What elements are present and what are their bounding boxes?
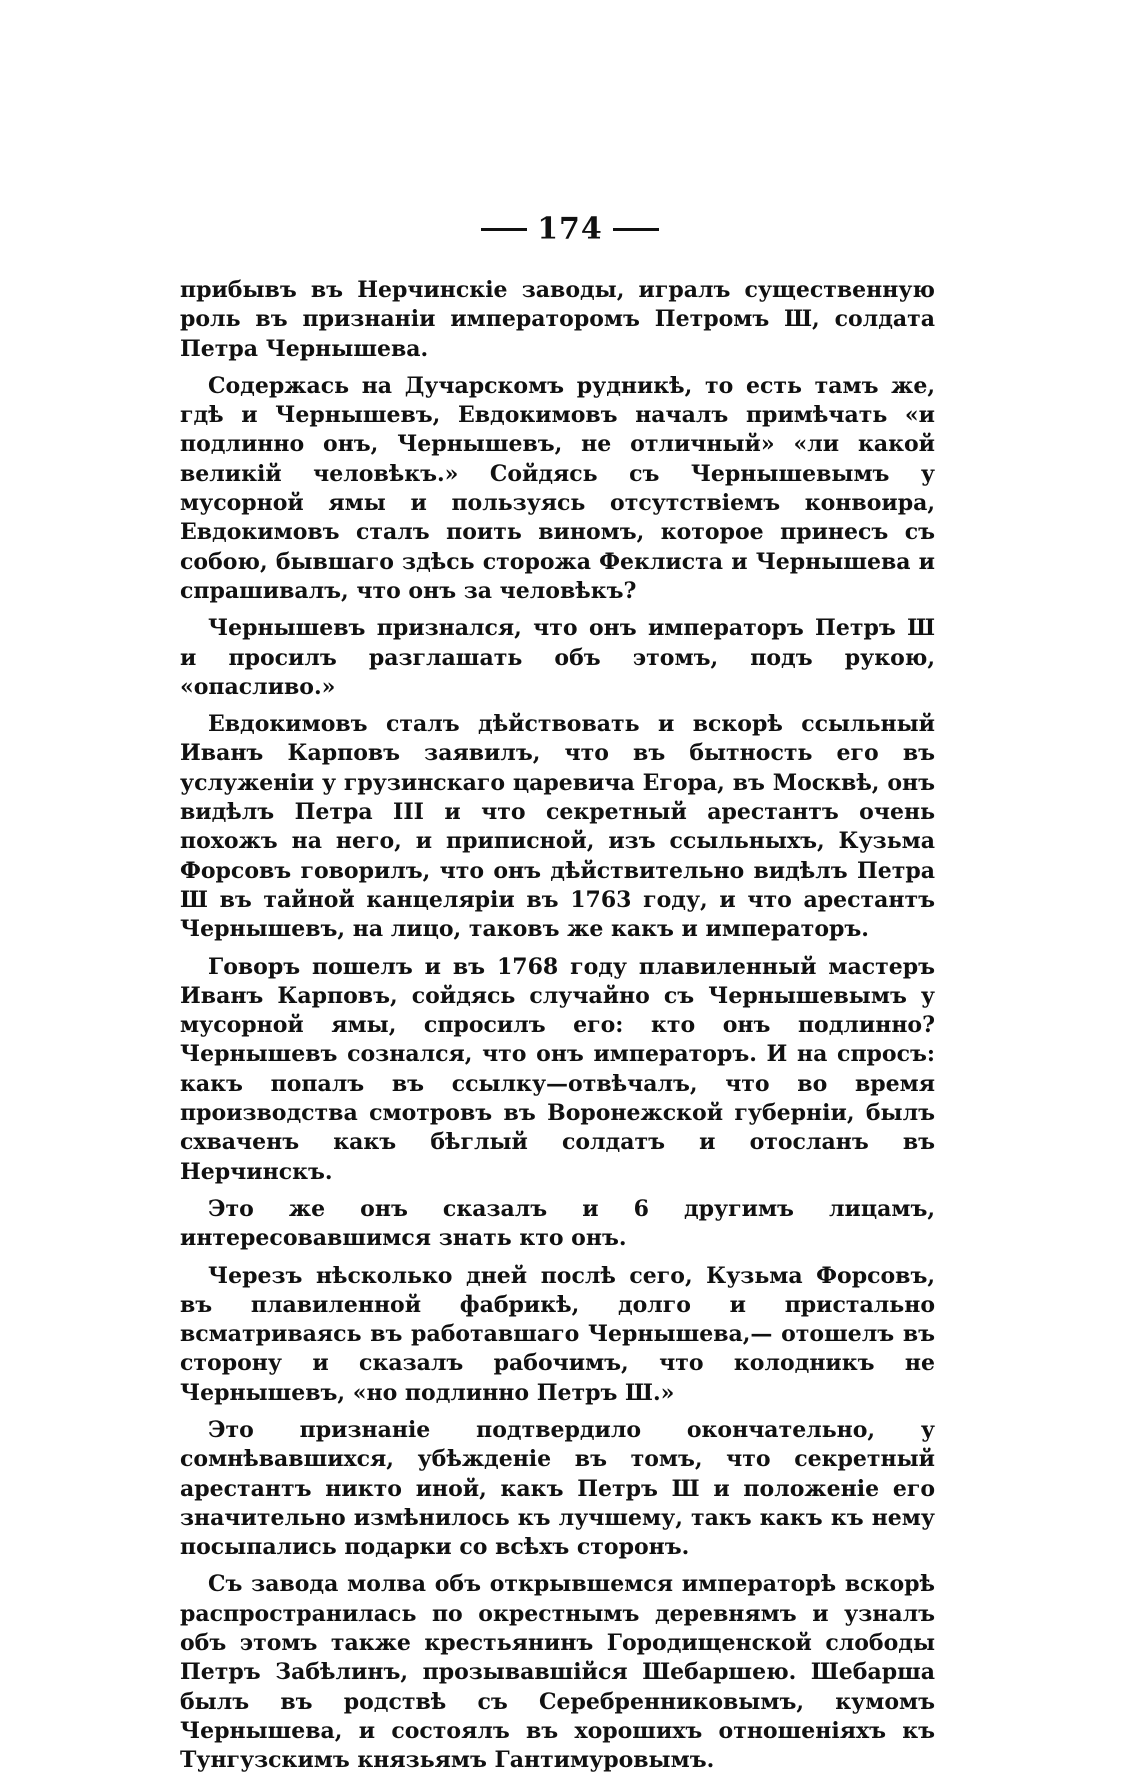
page-body <box>180 276 935 1784</box>
paragraph: Это же онъ сказалъ и 6 другимъ лицамъ, интересовавшимся знать кто онъ. <box>180 1195 935 1252</box>
left-ornament <box>481 228 527 231</box>
page-header <box>0 210 1140 247</box>
paragraph: Съ завода молва объ открывшемся императорѣ вскорѣ распространилась по окрестнымъ деревнямъ и узналъ объ этомъ также крестьянинъ Городищенской слободы Петръ Забѣлинъ, прозывавшійся Шебаршею. Шебарша былъ въ родствѣ съ Серебренниковымъ, кумомъ Чернышева, и состоялъ въ хорошихъ отношеніяхъ къ Тунгузскимъ князьямъ Гантимуровымъ. <box>180 1571 935 1774</box>
paragraph: Содержась на Дучарскомъ рудникѣ, то есть тамъ же, гдѣ и Чернышевъ, Евдокимовъ началъ примѣчать «и подлинно онъ, Чернышевъ, не отличный» «ли какой великій человѣкъ.» Сойдясь съ Чернышевымъ у мусорной ямы и пользуясь отсутствіемъ конвоира, Евдокимовъ сталъ поить виномъ, которое принесъ съ собою, бывшаго здѣсь сторожа Феклиста и Чернышева и спрашивалъ, что онъ за человѣкъ? <box>180 372 935 604</box>
paragraph: Евдокимовъ сталъ дѣйствовать и вскорѣ ссыльный Иванъ Карповъ заявилъ, что въ бытность его въ услуженіи у грузинскаго царевича Егора, въ Москвѣ, онъ видѣлъ Петра III и что секретный арестантъ очень похожъ на него, и приписной, изъ ссыльныхъ, Кузьма Форсовъ говорилъ, что онъ дѣйствительно видѣлъ Петра Ш въ тайной канцеляріи въ 1763 году, и что арестантъ Чернышевъ, на лицо, таковъ же какъ и императоръ. <box>180 711 935 943</box>
paragraph: Это признаніе подтвердило окончательно, у сомнѣвавшихся, убѣжденіе въ томъ, что секретный арестантъ никто иной, какъ Петръ Ш и положеніе его значительно измѣнилось къ лучшему, такъ какъ къ нему посыпались подарки со всѣхъ сторонъ. <box>180 1416 935 1561</box>
page-number: 174 <box>537 211 603 247</box>
paragraph-continued: прибывъ въ Нерчинскіе заводы, игралъ существенную роль въ признаніи императоромъ Петромъ Ш, солдата Петра Чернышева. <box>180 277 935 362</box>
paragraph: Говоръ пошелъ и въ 1768 году плавиленный мастеръ Иванъ Карповъ, сойдясь случайно съ Чернышевымъ у мусорной ямы, спросилъ его: кто онъ подлинно? Чернышевъ сознался, что онъ императоръ. И на спросъ: какъ попалъ въ ссылку—отвѣчалъ, что во время производства смотровъ въ Воронежской губерніи, былъ схваченъ какъ бѣглый солдатъ и отосланъ въ Нерчинскъ. <box>180 953 935 1185</box>
paragraph: Черезъ нѣсколько дней послѣ сего, Кузьма Форсовъ, въ плавиленной фабрикѣ, долго и пристально всматриваясь въ работавшаго Чернышева,— отошелъ въ сторону и сказалъ рабочимъ, что колодникъ не Чернышевъ, «но подлинно Петръ Ш.» <box>180 1262 935 1406</box>
right-ornament <box>613 228 659 231</box>
paragraph: Чернышевъ признался, что онъ императоръ Петръ Ш и просилъ разглашать объ этомъ, подъ рукою, «опасливо.» <box>180 615 935 700</box>
